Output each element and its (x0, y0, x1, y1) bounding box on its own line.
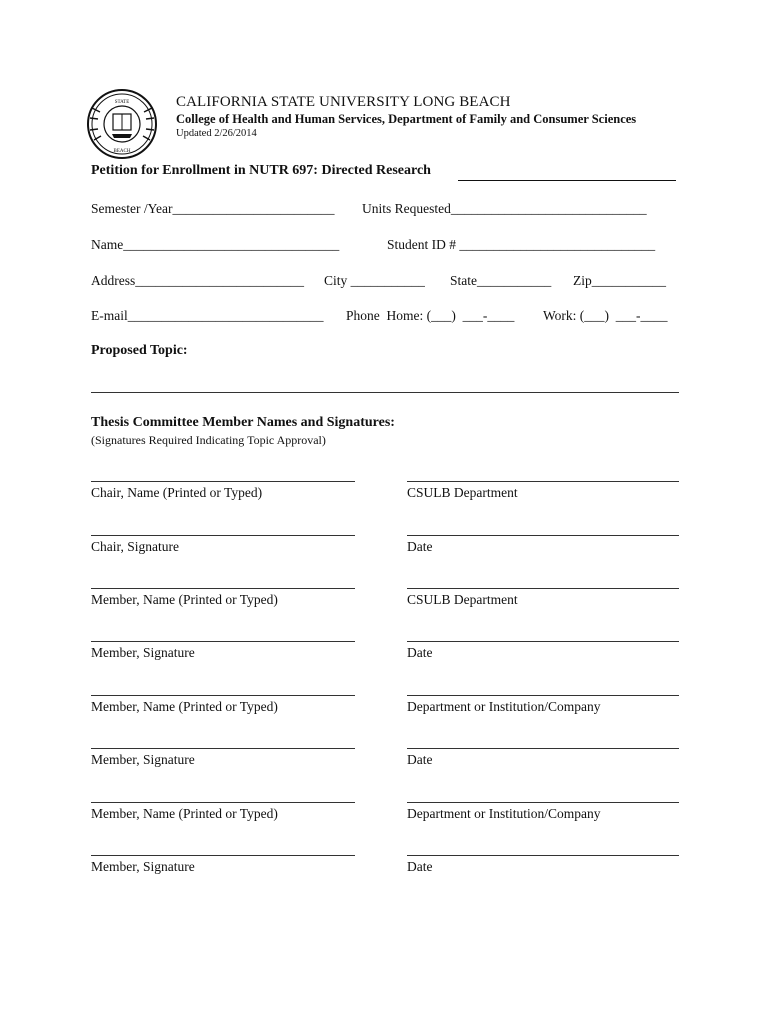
signature-label: Chair, Name (Printed or Typed) (91, 485, 263, 500)
signature-label: Member, Signature (91, 645, 195, 660)
title-rule (458, 180, 676, 181)
signature-label: Member, Name (Printed or Typed) (91, 592, 278, 607)
svg-text:BEACH: BEACH (113, 149, 131, 154)
university-name: CALIFORNIA STATE UNIVERSITY LONG BEACH (176, 94, 511, 110)
signature-line[interactable] (91, 695, 355, 696)
address-field[interactable]: Address_________________________ (91, 273, 304, 288)
signature-line[interactable] (407, 641, 679, 642)
state-field[interactable]: State___________ (450, 273, 552, 288)
signature-line[interactable] (407, 481, 679, 482)
signature-line[interactable] (91, 802, 355, 803)
units-requested-field[interactable]: Units Requested_____________________________ (362, 201, 647, 216)
zip-field[interactable]: Zip___________ (573, 273, 666, 288)
signature-label: CSULB Department (407, 592, 518, 607)
signature-line[interactable] (91, 855, 355, 856)
proposed-topic-line[interactable] (91, 392, 679, 393)
signature-label: Date (407, 645, 433, 660)
signature-line[interactable] (91, 535, 355, 536)
signature-line[interactable] (407, 695, 679, 696)
updated-date: Updated 2/26/2014 (176, 128, 257, 139)
signature-line[interactable] (407, 535, 679, 536)
committee-heading: Thesis Committee Member Names and Signatures: (91, 415, 395, 430)
signature-line[interactable] (91, 481, 355, 482)
name-field[interactable]: Name________________________________ (91, 237, 340, 252)
proposed-topic-label: Proposed Topic: (91, 343, 188, 358)
signature-line[interactable] (407, 748, 679, 749)
signature-label: Department or Institution/Company (407, 806, 601, 821)
signature-line[interactable] (91, 588, 355, 589)
signature-line[interactable] (91, 748, 355, 749)
committee-note: (Signatures Required Indicating Topic Approval) (91, 433, 326, 447)
home-phone-field[interactable]: Phone Home: (___) ___-____ (346, 308, 515, 323)
student-id-field[interactable]: Student ID # _____________________________ (387, 237, 656, 252)
college-department: College of Health and Human Services, Department of Family and Consumer Sciences (176, 112, 637, 126)
semester-year-field[interactable]: Semester /Year________________________ (91, 201, 335, 216)
signature-label: Member, Signature (91, 859, 195, 874)
signature-label: CSULB Department (407, 485, 518, 500)
signature-label: Date (407, 859, 433, 874)
signature-line[interactable] (407, 855, 679, 856)
signature-label: Member, Name (Printed or Typed) (91, 806, 278, 821)
signature-line[interactable] (407, 588, 679, 589)
work-phone-field[interactable]: Work: (___) ___-____ (543, 308, 668, 323)
svg-text:STATE: STATE (114, 100, 130, 105)
signature-label: Member, Name (Printed or Typed) (91, 699, 278, 714)
university-seal-icon (86, 88, 158, 160)
signature-label: Chair, Signature (91, 539, 179, 554)
signature-label: Member, Signature (91, 752, 195, 767)
signature-label: Department or Institution/Company (407, 699, 601, 714)
form-title: Petition for Enrollment in NUTR 697: Directed Research (91, 163, 431, 178)
signature-line[interactable] (407, 802, 679, 803)
signature-label: Date (407, 752, 433, 767)
city-field[interactable]: City ___________ (324, 273, 425, 288)
signature-line[interactable] (91, 641, 355, 642)
signature-label: Date (407, 539, 433, 554)
email-field[interactable]: E-mail_____________________________ (91, 308, 324, 323)
